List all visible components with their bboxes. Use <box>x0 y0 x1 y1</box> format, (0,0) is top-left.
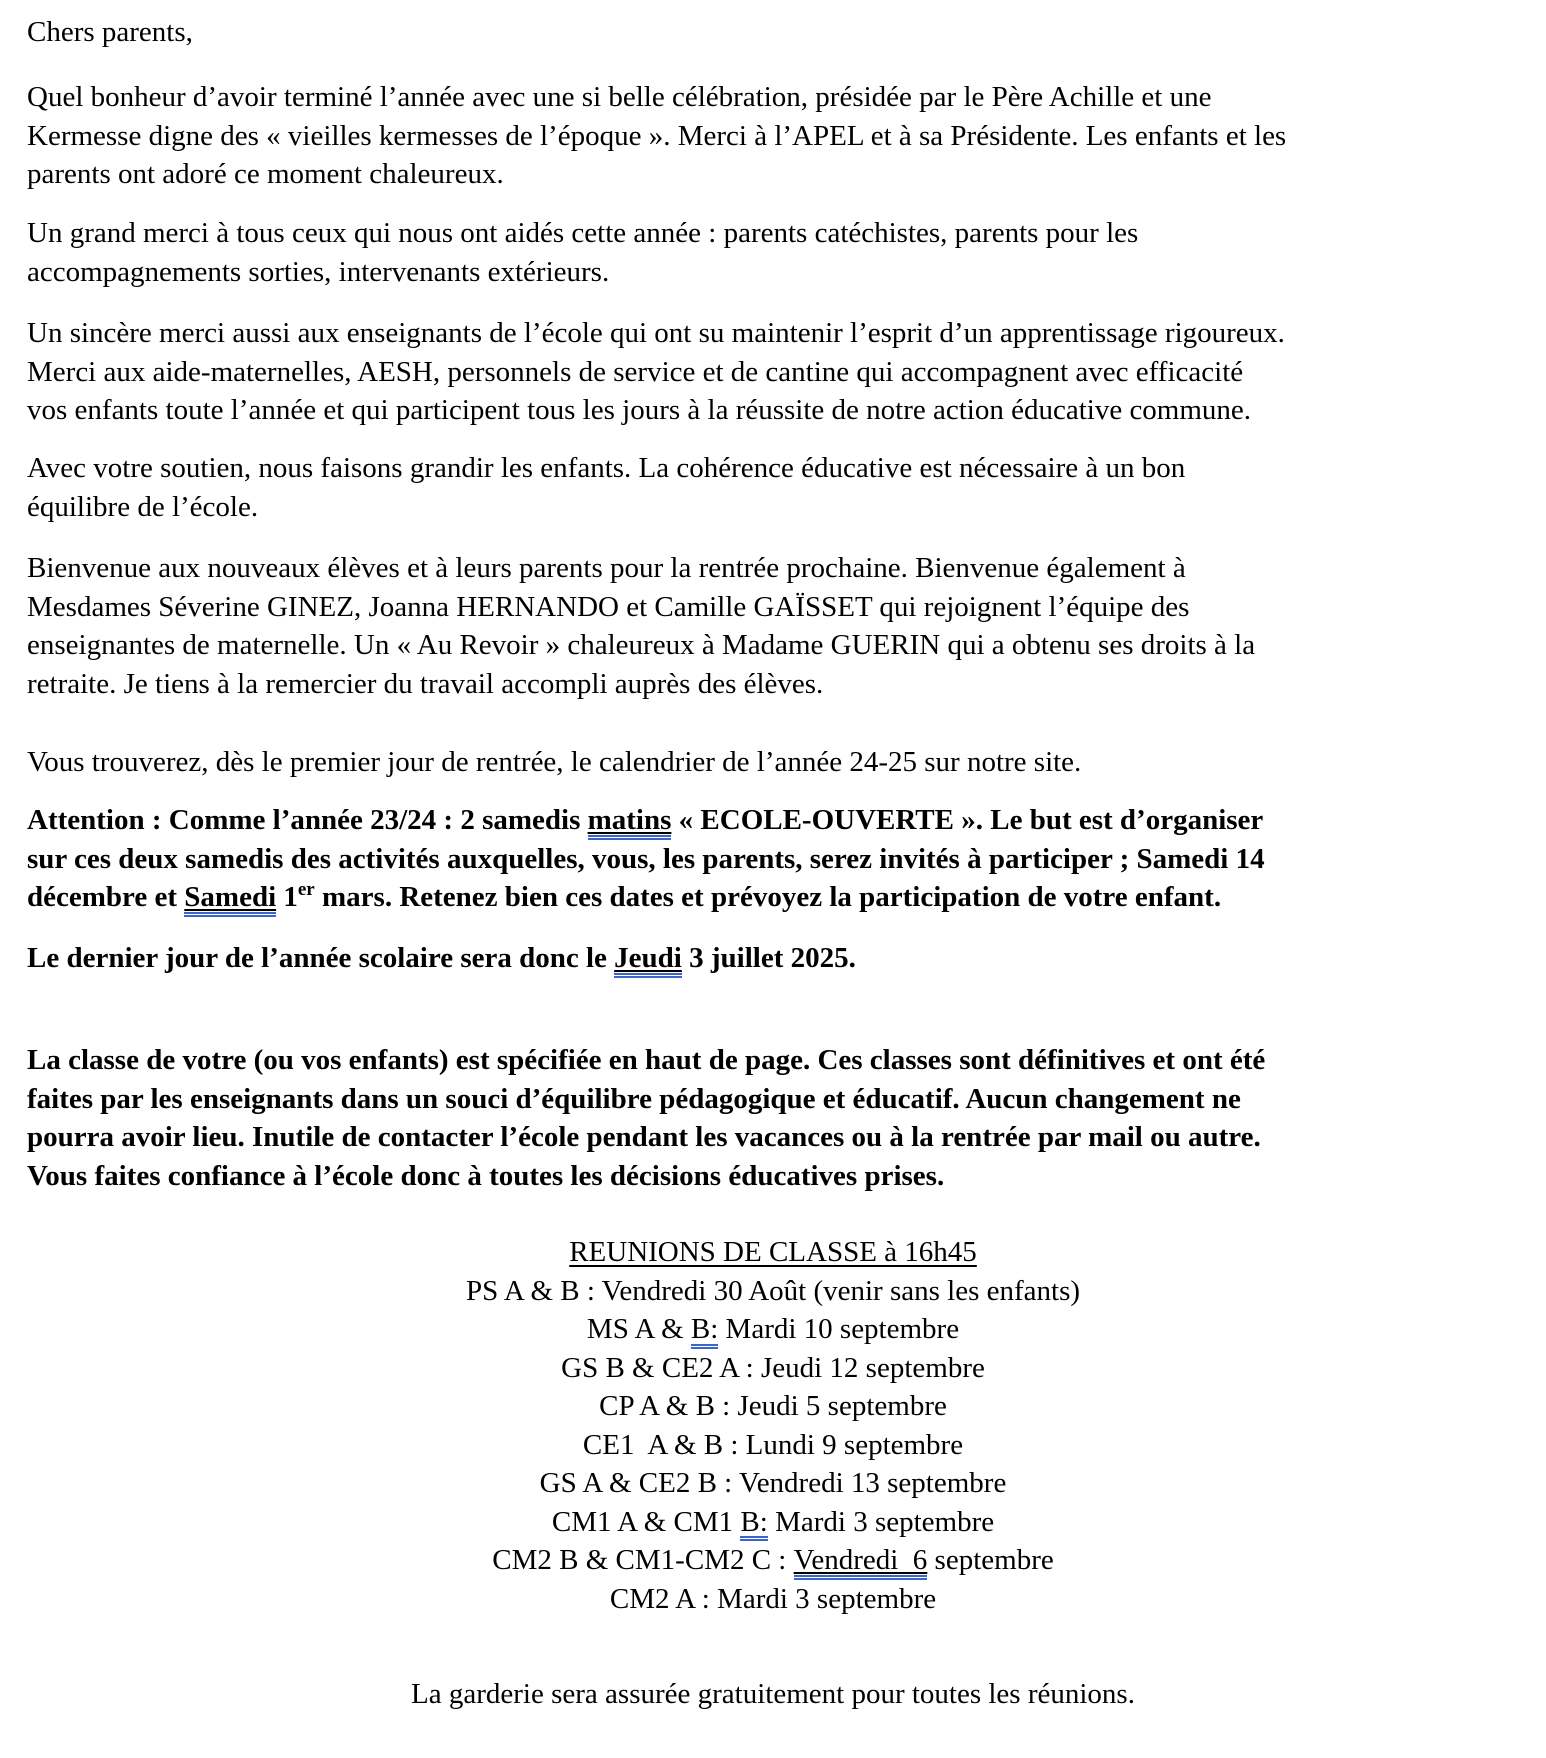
classes-notice-line: faites par les enseignants dans un souci d’équilibre pédagogique et éducatif. Aucun changement ne <box>27 1082 1241 1115</box>
attention-text: mars. Retenez bien ces dates et prévoyez la participation de votre enfant. <box>314 881 1222 913</box>
attention-text: 1 <box>276 881 298 913</box>
meeting-item <box>0 1426 1546 1465</box>
paragraph-support <box>27 449 1527 526</box>
paragraph-line: Mesdames Séverine GINEZ, Joanna HERNANDO et Camille GAÏSSET qui rejoignent l’équipe des <box>27 590 1190 623</box>
attention-text: décembre et <box>27 881 185 913</box>
paragraph-line: Avec votre soutien, nous faisons grandir les enfants. La cohérence éducative est nécessaire à un bon <box>27 452 1186 484</box>
last-day-notice <box>27 939 1527 978</box>
paragraph-celebration <box>27 78 1527 194</box>
attention-line-3 <box>27 878 1527 917</box>
meeting-item <box>0 1541 1546 1580</box>
paragraph-line: Un sincère merci aussi aux enseignants de l’école qui ont su maintenir l’esprit d’un apprentissage rigoureux. <box>27 317 1285 349</box>
paragraph-line: vos enfants toute l’année et qui participent tous les jours à la réussite de notre action éducative commune. <box>27 394 1252 426</box>
paragraph-line: retraite. Je tiens à la remercier du travail accompli auprès des élèves. <box>27 667 824 700</box>
meeting-text: CM2 B & CM1-CM2 C : <box>492 1544 794 1576</box>
meeting-item <box>0 1580 1546 1619</box>
spellcheck-flagged-word[interactable]: B: <box>691 1310 718 1349</box>
meeting-item <box>0 1272 1546 1311</box>
meeting-text: PS A & B : Vendredi 30 Août (venir sans les enfants) <box>465 1274 1081 1307</box>
meetings-title <box>0 1233 1546 1272</box>
paragraph-staff-thanks <box>27 314 1527 430</box>
meeting-text: Mardi 10 septembre <box>718 1313 960 1345</box>
paragraph-line: Bienvenue aux nouveaux élèves et à leurs parents pour la rentrée prochaine. Bienvenue également à <box>27 552 1186 584</box>
meeting-text: CM2 A : Mardi 3 septembre <box>609 1582 937 1615</box>
paragraph-calendar <box>27 743 1527 782</box>
meeting-item <box>0 1349 1546 1388</box>
paragraph-line: Quel bonheur d’avoir terminé l’année avec une si belle célébration, présidée par le Père Achille et une <box>27 81 1212 113</box>
paragraph-line: équilibre de l’école. <box>27 490 259 523</box>
meeting-item <box>0 1464 1546 1503</box>
meetings-title-text: REUNIONS DE CLASSE à 16h45 <box>569 1236 977 1268</box>
last-day-text: 3 juillet 2025. <box>681 942 856 974</box>
paragraph-thanks <box>27 214 1527 291</box>
closing-text: La garderie sera assurée gratuitement pour toutes les réunions. <box>411 1678 1135 1710</box>
meeting-text: CP A & B : Jeudi 5 septembre <box>599 1390 947 1422</box>
meeting-item <box>0 1310 1546 1349</box>
paragraph-line: parents ont adoré ce moment chaleureux. <box>27 158 504 190</box>
spellcheck-flagged-word[interactable]: Samedi <box>184 878 276 917</box>
last-day-text: Le dernier jour de l’année scolaire sera donc le <box>27 942 615 974</box>
attention-line-1 <box>27 801 1527 840</box>
attention-line-2: sur ces deux samedis des activités auxquelles, vous, les parents, serez invités à participer ; Samedi 14 <box>27 842 1265 875</box>
meeting-text: CM1 A & CM1 <box>551 1505 741 1538</box>
spellcheck-flagged-word[interactable]: Jeudi <box>614 939 682 978</box>
meeting-item <box>0 1503 1546 1542</box>
meeting-text: GS A & CE2 B : Vendredi 13 septembre <box>539 1467 1007 1499</box>
paragraph-line: Kermesse digne des « vieilles kermesses de l’époque ». Merci à l’APEL et à sa Présidente. Les enfants et les <box>27 119 1287 152</box>
attention-notice <box>27 801 1527 917</box>
classes-notice-line: Vous faites confiance à l’école donc à toutes les décisions éducatives prises. <box>27 1159 945 1192</box>
paragraph-line: Merci aux aide-maternelles, AESH, personnels de service et de cantine qui accompagnent avec efficacité <box>27 355 1244 388</box>
ordinal-superscript: er <box>297 879 315 900</box>
paragraph-line: accompagnements sorties, intervenants extérieurs. <box>27 255 610 288</box>
attention-text: « ECOLE-OUVERTE ». Le but est d’organiser <box>671 804 1264 836</box>
paragraph-line: Un grand merci à tous ceux qui nous ont aidés cette année : parents catéchistes, parents pour les <box>27 217 1139 249</box>
meeting-text: MS A & <box>586 1313 691 1345</box>
meeting-text: CE1 A & B : Lundi 9 septembre <box>582 1428 964 1461</box>
greeting <box>27 13 1527 52</box>
class-meetings <box>0 1233 1546 1618</box>
closing-note <box>0 1675 1546 1714</box>
greeting-text: Chers parents, <box>27 16 193 48</box>
classes-notice-line: pourra avoir lieu. Inutile de contacter l’école pendant les vacances ou à la rentrée par mail ou autre. <box>27 1121 1261 1153</box>
meeting-item <box>0 1387 1546 1426</box>
spellcheck-flagged-word[interactable]: B: <box>740 1503 767 1542</box>
classes-notice-line: La classe de votre (ou vos enfants) est spécifiée en haut de page. Ces classes sont définitives et ont été <box>27 1044 1266 1076</box>
meeting-text: Mardi 3 septembre <box>767 1505 995 1538</box>
paragraph-welcome <box>27 549 1527 703</box>
last-day-line <box>27 939 1527 978</box>
meeting-text: GS B & CE2 A : Jeudi 12 septembre <box>561 1351 985 1384</box>
meeting-text: septembre <box>927 1544 1054 1576</box>
paragraph-line: Vous trouverez, dès le premier jour de rentrée, le calendrier de l’année 24-25 sur notre site. <box>27 746 1082 778</box>
spellcheck-flagged-word[interactable]: matins <box>588 801 672 840</box>
paragraph-line: enseignantes de maternelle. Un « Au Revoir » chaleureux à Madame GUERIN qui a obtenu ses droits à la <box>27 629 1256 661</box>
attention-text: Attention : Comme l’année 23/24 : 2 samedis <box>27 804 588 836</box>
spellcheck-flagged-word[interactable]: Vendredi 6 <box>794 1541 928 1580</box>
classes-notice <box>27 1041 1527 1195</box>
